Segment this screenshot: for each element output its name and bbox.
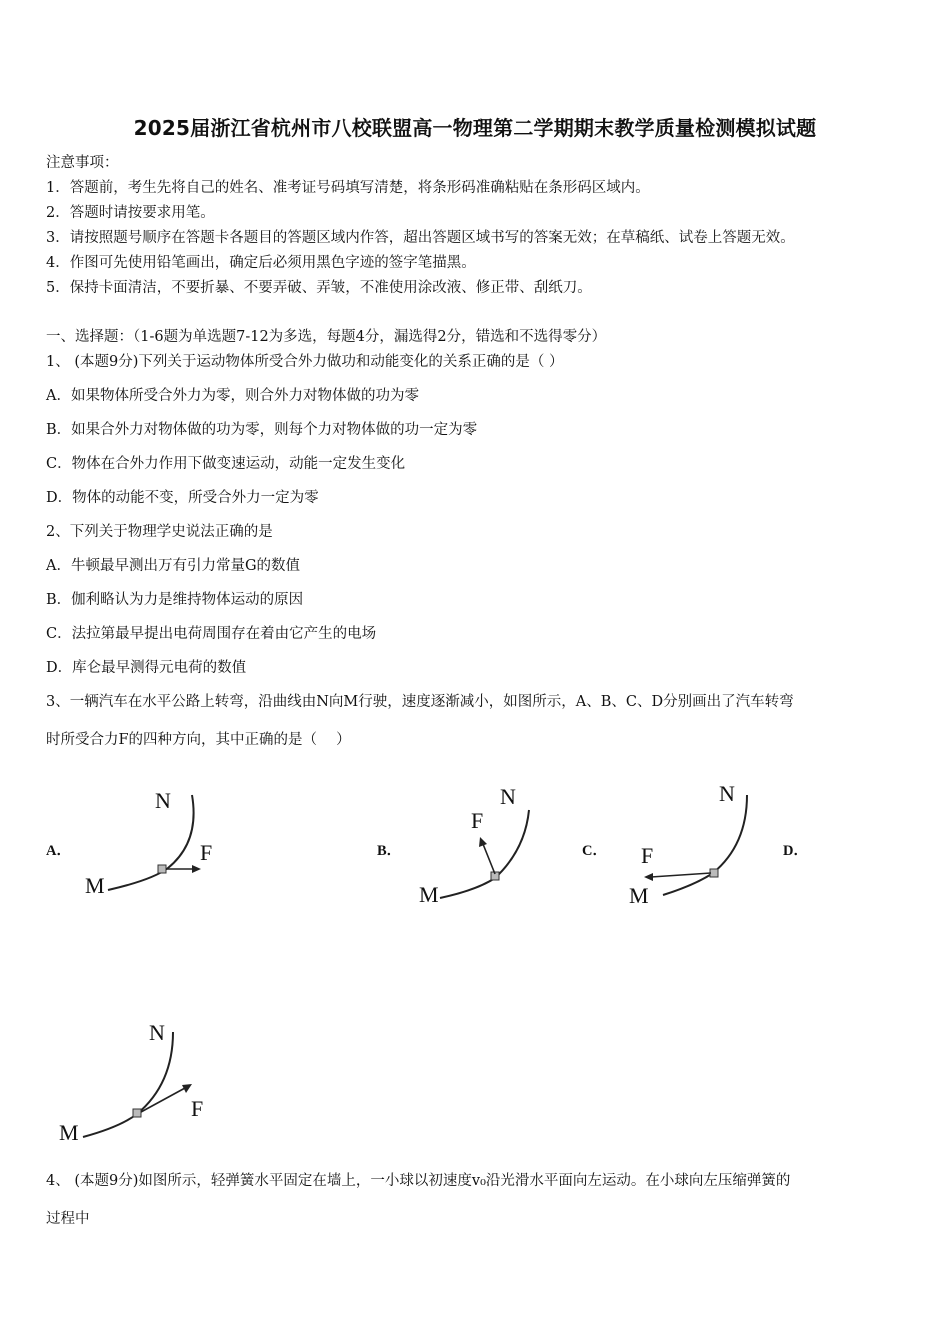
page-title: 2025届浙江省杭州市八校联盟高一物理第二学期期末教学质量检测模拟试题 [133, 116, 817, 140]
figure-c [625, 775, 765, 910]
figure-b [415, 780, 555, 910]
question-3-stem: 3、一辆汽车在水平公路上转弯，沿曲线由N向M行驶，速度逐渐减小，如图所示，A、B、C、D分别画出了汽车转弯 [46, 694, 794, 710]
question-1-stem: 1、 (本题9分)下列关于运动物体所受合外力做功和动能变化的关系正确的是（ ） [46, 354, 564, 370]
notice-heading: 注意事项： [46, 155, 119, 171]
notice-item: 4．作图可先使用铅笔画出，确定后必须用黑色字迹的签字笔描黑。 [46, 255, 476, 271]
figure-label-d: D． [783, 843, 808, 859]
label-f: F [471, 808, 484, 833]
label-m: M [85, 873, 105, 898]
notice-item: 3．请按照题号顺序在答题卡各题目的答题区域内作答，超出答题区域书写的答案无效；在草稿纸、试卷上答题无效。 [46, 230, 795, 246]
section-heading: 一、选择题：（1-6题为单选题7-12为多选，每题4分，漏选得2分，错选和不选得零分） [46, 329, 607, 345]
label-n: N [155, 788, 171, 813]
notice-item: 2．答题时请按要求用笔。 [46, 205, 215, 221]
question-2-option-c: C．法拉第最早提出电荷周围存在着由它产生的电场 [46, 626, 377, 642]
label-m: M [59, 1120, 79, 1145]
figure-d [55, 1012, 225, 1147]
question-1-option-b: B．如果合外力对物体做的功为零，则每个力对物体做的功一定为零 [46, 422, 478, 438]
question-1-option-d: D．物体的动能不变，所受合外力一定为零 [46, 490, 319, 506]
label-n: N [149, 1020, 165, 1045]
label-m: M [629, 883, 649, 908]
notice-item: 1．答题前，考生先将自己的姓名、准考证号码填写清楚，将条形码准确粘贴在条形码区域内。 [46, 180, 650, 196]
figure-label-b: B． [377, 843, 402, 859]
question-2-option-a: A．牛顿最早测出万有引力常量G的数值 [46, 558, 301, 574]
question-1-option-a: A．如果物体所受合外力为零，则合外力对物体做的功为零 [46, 388, 419, 404]
label-f: F [200, 840, 213, 865]
label-f: F [641, 843, 654, 868]
label-m: M [419, 882, 439, 907]
question-4-stem: 4、 (本题9分)如图所示，轻弹簧水平固定在墙上，一小球以初速度v₀沿光滑水平面向左运动。在小球向左压缩弹簧的 [46, 1173, 791, 1189]
figure-label-a: A． [46, 843, 71, 859]
question-2-option-b: B．伽利略认为力是维持物体运动的原因 [46, 592, 304, 608]
figure-label-c: C． [582, 843, 607, 859]
label-n: N [500, 784, 516, 809]
question-3-stem-cont: 时所受合力F的四种方向，其中正确的是（ ） [46, 732, 351, 748]
label-f: F [191, 1096, 204, 1121]
question-2-option-d: D．库仑最早测得元电荷的数值 [46, 660, 247, 676]
figure-a [80, 780, 230, 905]
label-n: N [719, 781, 735, 806]
question-2-stem: 2、下列关于物理学史说法正确的是 [46, 524, 273, 540]
notice-item: 5．保持卡面清洁，不要折暴、不要弄破、弄皱，不准使用涂改液、修正带、刮纸刀。 [46, 280, 592, 296]
question-1-option-c: C．物体在合外力作用下做变速运动，动能一定发生变化 [46, 456, 406, 472]
question-4-stem-cont: 过程中 [46, 1211, 90, 1227]
